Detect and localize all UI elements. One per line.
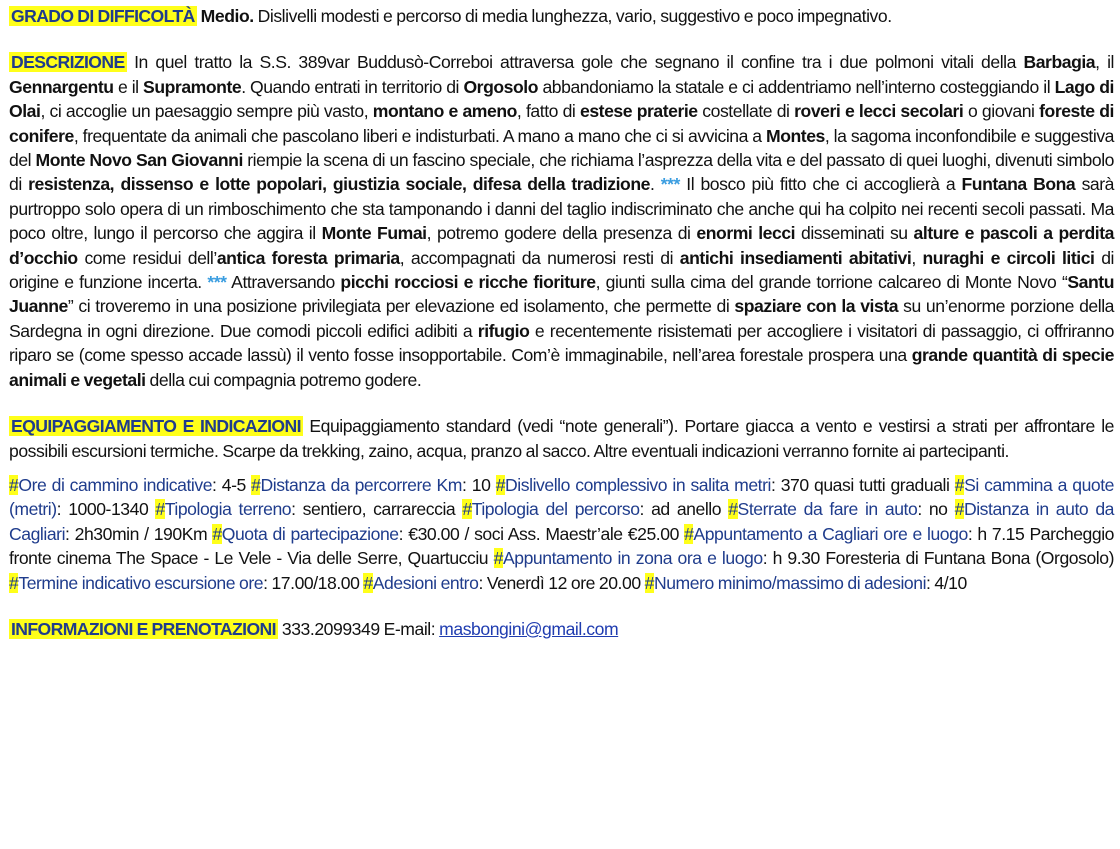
detail-value: : 2h30min / 190Km xyxy=(65,523,213,544)
description-text: Attraversando xyxy=(226,272,341,293)
section-separator-stars: *** xyxy=(207,272,227,293)
detail-value: : 370 quasi tutti graduali xyxy=(770,474,955,495)
description-emphasis: Santu Juanne xyxy=(9,272,1114,317)
detail-value: : 10 xyxy=(462,474,496,495)
detail-value: : ad anello xyxy=(639,499,729,520)
detail-label: Termine indicativo escursione ore xyxy=(18,572,264,593)
hash-marker: # xyxy=(728,499,738,520)
description-emphasis: grande quantità di specie animali e vegetali xyxy=(9,345,1115,390)
difficulty-heading: GRADO DI DIFFICOLTÀ xyxy=(11,6,195,26)
detail-value: : no xyxy=(917,499,955,520)
hash-marker: # xyxy=(495,474,506,495)
description-emphasis: Montes xyxy=(766,125,825,146)
description-text: disseminati su xyxy=(795,223,914,244)
detail-label: Tipologia terreno xyxy=(164,499,292,520)
description-emphasis: Barbagia xyxy=(1023,52,1096,73)
description-text: , frequentate da animali che pascolano liberi e indisturbati. A mano a mano che ci si avvicina a xyxy=(73,125,766,146)
detail-value: : 4-5 xyxy=(212,474,252,495)
description-text: riempie la scena di un fascino speciale, che richiama l’asprezza della vita e del passato di quei luoghi, divenuti simbolo di xyxy=(9,150,1114,195)
equipment-text: Equipaggiamento standard (vedi “note generali”). Portare giacca a vento e vestirsi a strati per affrontare le possibili escursioni termiche. Scarpe da trekking, zaino, acqua, pranzo al sacco. Altre eventuali indicazioni verranno fornite ai partecipanti. xyxy=(9,416,1114,461)
description-text: Il bosco più fitto che ci accoglierà a xyxy=(679,174,962,195)
description-emphasis: nuraghi e circoli litici xyxy=(922,247,1095,268)
description-emphasis: Supramonte xyxy=(143,76,242,97)
hash-marker: # xyxy=(462,499,472,520)
description-text: , fatto di xyxy=(516,101,580,122)
hash-marker: # xyxy=(644,572,654,593)
detail-label: Si cammina a quote (metri) xyxy=(9,474,1115,520)
hash-marker: # xyxy=(493,548,503,569)
detail-value: : 1000-1340 xyxy=(56,499,156,520)
hash-marker: # xyxy=(9,572,19,593)
description-emphasis: montano e ameno xyxy=(372,101,517,122)
detail-label: Adesioni entro xyxy=(372,572,479,593)
detail-value: : h 7.15 Parcheggio fronte cinema The Space - Le Vele - Via delle Serre, Quartucciu xyxy=(9,523,1114,569)
hash-marker: # xyxy=(212,523,222,544)
detail-value: : €30.00 / soci Ass. Maestr’ale €25.00 xyxy=(398,523,685,544)
description-emphasis: Monte Novo San Giovanni xyxy=(35,150,243,171)
description-emphasis: Funtana Bona xyxy=(961,174,1076,195)
description-text: sarà purtroppo solo opera di un rimboschimento che sta tamponando i danni del taglio indiscriminato che anche qui ha colpito nei recenti secoli passati. Ma poco oltre, lungo il percorso che aggira il xyxy=(9,174,1115,244)
description-emphasis: picchi rocciosi e ricche fioriture xyxy=(340,272,596,293)
description-emphasis: rifugio xyxy=(477,320,530,341)
detail-value: : Venerdì 12 ore 20.00 xyxy=(478,572,645,593)
section-separator-stars: *** xyxy=(660,174,680,195)
detail-label: Dislivello complessivo in salita metri xyxy=(505,474,771,495)
description-emphasis: Orgosolo xyxy=(463,76,539,97)
detail-label: Numero minimo/massimo di adesioni xyxy=(653,572,927,593)
detail-label: Distanza in auto da Cagliari xyxy=(9,499,1114,544)
description-emphasis: roveri e lecci secolari xyxy=(794,101,964,122)
detail-value: : h 9.30 Foresteria di Funtana Bona (Orgosolo) xyxy=(762,548,1114,569)
description-text: , potremo godere della presenza di xyxy=(426,223,697,244)
description-text: ” ci troveremo in una posizione privilegiata per elevazione ed isolamento, che permette di xyxy=(67,296,735,317)
equipment-heading: EQUIPAGGIAMENTO E INDICAZIONI xyxy=(11,416,301,437)
difficulty-text: Dislivelli modesti e percorso di media lunghezza, vario, suggestivo e poco impegnativo. xyxy=(253,6,892,26)
description-emphasis: alture e pascoli a perdita d’occhio xyxy=(9,223,1114,268)
description-text: su un’enorme porzione della Sardegna in ogni direzione. Due comodi piccoli edifici adibiti a xyxy=(9,296,1115,341)
detail-value: : sentiero, carrareccia xyxy=(291,499,463,520)
description-emphasis: Gennargentu xyxy=(9,76,114,97)
description-heading: DESCRIZIONE xyxy=(11,52,125,73)
description-emphasis: estese praterie xyxy=(580,101,698,122)
description-emphasis: Monte Fumai xyxy=(321,223,427,244)
hash-marker: # xyxy=(684,523,694,544)
detail-label: Ore di cammino indicative xyxy=(18,474,213,495)
description-emphasis: resistenza, dissenso e lotte popolari, giustizia sociale, difesa della tradizione xyxy=(28,174,650,195)
hash-marker: # xyxy=(9,474,19,495)
hash-marker: # xyxy=(954,499,964,520)
details-section xyxy=(9,473,1114,595)
hash-marker: # xyxy=(363,572,373,593)
description-text: , il xyxy=(1095,52,1114,73)
difficulty-level: Medio. xyxy=(200,6,254,26)
description-text: . Quando entrati in territorio di xyxy=(241,76,464,97)
detail-label: Quota di partecipazione xyxy=(221,523,399,544)
description-text: , giunti sulla cima del grande torrione calcareo di Monte Novo “ xyxy=(595,272,1068,293)
detail-value: : 4/10 xyxy=(926,572,967,593)
description-text: e recentemente risistemati per accogliere i visitatori di passaggio, ci offriranno riparo se (come spesso accade lassù) il vento fosse insopportabile. Com’è immaginabile, nell’area forestale prospera una xyxy=(9,320,1115,366)
description-text: costellate di xyxy=(697,101,795,122)
description-text: , accompagnati da numerosi resti di xyxy=(399,247,680,268)
description-emphasis: antichi insediamenti abitativi xyxy=(679,247,912,268)
description-emphasis: Lago di Olai xyxy=(9,76,1114,122)
detail-label: Tipologia del percorso xyxy=(471,499,640,520)
detail-label: Distanza da percorrere Km xyxy=(260,474,463,495)
hash-marker: # xyxy=(155,499,165,520)
contacts-heading: INFORMAZIONI E PRENOTAZIONI xyxy=(11,618,276,639)
description-emphasis: enormi lecci xyxy=(696,223,796,244)
description-text: della cui compagnia potremo godere. xyxy=(145,369,422,390)
description-section xyxy=(9,50,1114,392)
description-text: In quel tratto la S.S. 389var Buddusò-Correboi attraversa gole che segnano il confine tra i due polmoni vitali della xyxy=(126,52,1024,73)
description-text: abbandoniamo la statale e ci addentriamo nell’interno costeggiando il xyxy=(538,76,1055,97)
description-text: , la sagoma inconfondibile e suggestiva del xyxy=(9,125,1115,171)
description-text: come residui dell’ xyxy=(77,247,217,268)
detail-label: Appuntamento a Cagliari ore e luogo xyxy=(693,523,968,544)
description-text: di origine e funzione incerta. xyxy=(9,247,1115,293)
detail-label: Appuntamento in zona ora e luogo xyxy=(502,548,763,569)
hash-marker: # xyxy=(954,474,965,495)
description-emphasis: spaziare con la vista xyxy=(734,296,899,317)
description-text: , ci accoglie un paesaggio sempre più vasto, xyxy=(40,101,373,122)
description-emphasis: antica foresta primaria xyxy=(216,247,400,268)
contacts-phone: 333.2099349 E-mail: xyxy=(277,618,440,639)
equipment-section xyxy=(9,414,1114,463)
description-text: . xyxy=(649,174,661,195)
description-text: , xyxy=(911,247,923,268)
difficulty-section xyxy=(9,4,1114,28)
contacts-section xyxy=(9,617,1114,641)
detail-label: Sterrate da fare in auto xyxy=(737,499,918,520)
hash-marker: # xyxy=(251,474,261,495)
email-link[interactable]: masbongini@gmail.com xyxy=(439,618,619,639)
detail-value: : 17.00/18.00 xyxy=(263,572,364,593)
description-text: o giovani xyxy=(963,101,1040,122)
description-text: e il xyxy=(113,76,144,97)
description-emphasis: foreste di conifere xyxy=(9,101,1114,146)
